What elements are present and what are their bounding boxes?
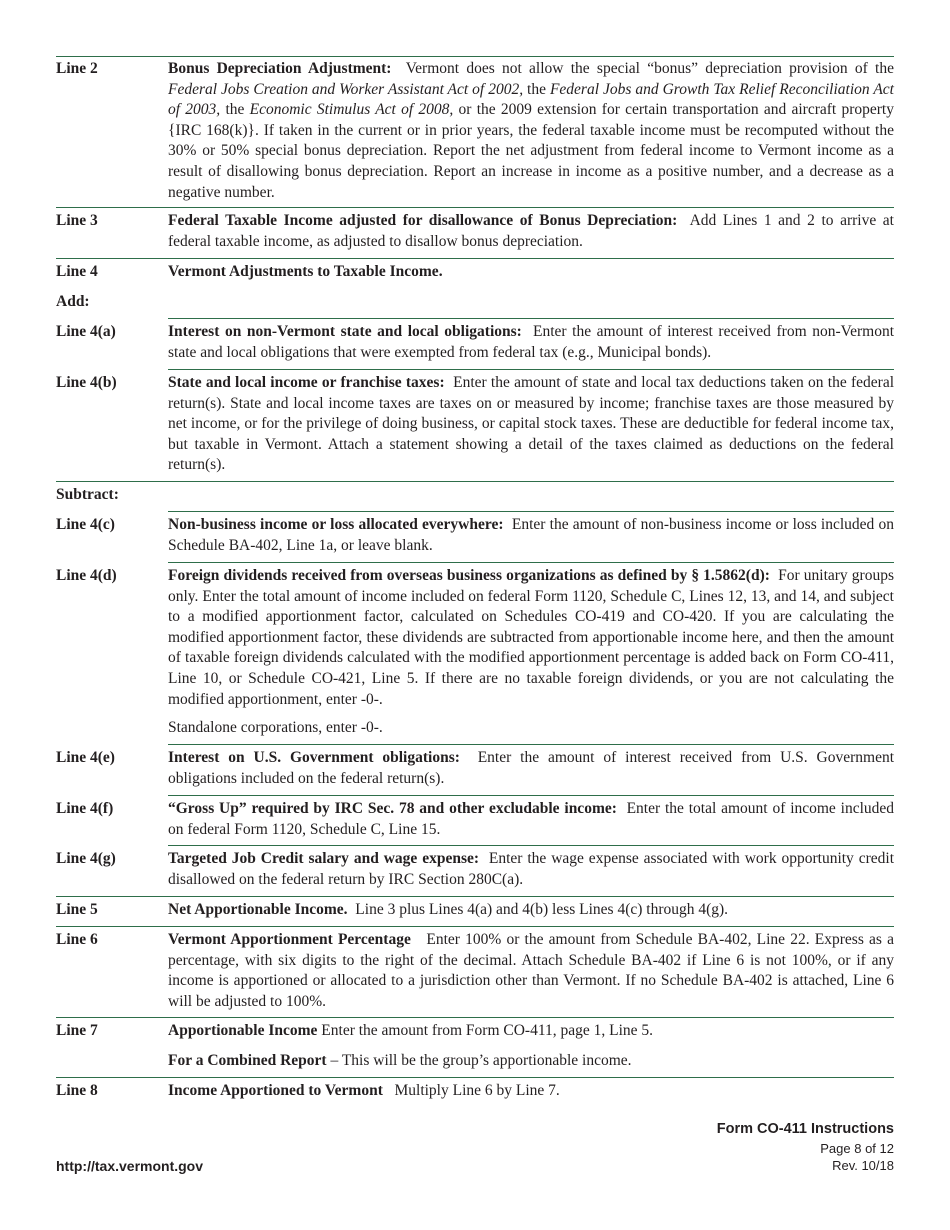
line-label: Line 6: [56, 931, 98, 948]
group-label: Subtract:: [56, 486, 119, 503]
line-title: Income Apportioned to Vermont: [168, 1082, 383, 1099]
text: – This will be the group’s apportionable income.: [330, 1052, 632, 1069]
line-label: Line 4(c): [56, 516, 115, 533]
line-title: “Gross Up” required by IRC Sec. 78 and other excludable income:: [168, 800, 617, 817]
text: Vermont does not allow the special “bonus” depreciation provision of the: [405, 60, 894, 77]
text: Enter the amount of state and local tax deductions taken on the federal return(s). State and local income taxes are taxes on or measured by income; franchise taxes are those measured by net income, or for the privilege of doing business, or capital stock taxes. These are deductible for federal income tax, but taxable in Vermont. Attach a statement showing a detail of the taxes claimed as deductions on the federal return(s).: [168, 374, 895, 474]
text: For unitary groups only. Enter the total amount of income included on federal Form 1120, Schedule C, Lines 12, 13, and 14, and subject to a modified apportionment factor, calculated on Schedules CO-419 and CO-420. If you are calculating the modified apportionment factor, these dividends are subtracted from apportionable income here, and then the amount of taxable foreign dividends calculated with the modified apportionment percentage is added back on Form CO-411, Line 10, or Schedule CO-421, Line 5. If there are no taxable foreign dividends, or you are not calculating the modified apportionment, enter -0-.: [168, 567, 894, 708]
section-divider: [168, 318, 894, 319]
line-label: Line 4(a): [56, 323, 116, 340]
line-4b-description: [168, 373, 894, 476]
line-title: Vermont Apportionment Percentage: [168, 931, 411, 948]
text: the: [527, 80, 546, 98]
line-4e-description: [168, 748, 894, 789]
text: or the 2009 extension for certain transportation and aircraft property {IRC 168(k)}. If taken in the current or in prior years, the federal taxable income must be recomputed without the 30% or 50% special bonus depreciation. Report the net adjustment from federal income to Vermont income as a result of disallowing bonus depreciation. Report an increase in income as a positive number, and a decrease as a negative number.: [168, 101, 894, 201]
line-label: Line 4(g): [56, 850, 116, 867]
text: Enter the amount of non-business income or loss included on Schedule BA-402, Line 1a, or leave blank.: [168, 516, 894, 554]
text: Enter the amount of interest received from U.S. Government obligations included on the federal return(s).: [168, 749, 895, 787]
section-divider: [168, 369, 894, 370]
section-divider: [56, 896, 894, 897]
line-label: Line 5: [56, 901, 98, 918]
line-7-note: [168, 1051, 894, 1072]
section-divider: [56, 1017, 894, 1018]
act-name: Federal Jobs and Growth Tax Relief Reconciliation Act of 2003,: [168, 80, 894, 119]
line-8-description: [168, 1081, 894, 1102]
line-title: Net Apportionable Income.: [168, 901, 348, 918]
revision-date: Rev. 10/18: [832, 1158, 894, 1173]
text: Enter 100% or the amount from Schedule BA-402, Line 22. Express as a percentage, with six digits to the right of the decimal. Attach Schedule BA-402 if Line 6 is not 100%, or if any income is apportioned or allocated to a jurisdiction other than Vermont. If no Schedule BA-402 is attached, Line 6 will be adjusted to 100%.: [168, 931, 895, 1010]
line-title: Bonus Depreciation Adjustment:: [168, 60, 392, 77]
text: Enter the total amount of income included on federal Form 1120, Schedule C, Line 15.: [168, 800, 895, 838]
text: Line 3 plus Lines 4(a) and 4(b) less Lines 4(c) through 4(g).: [355, 901, 729, 918]
note-title: For a Combined Report: [168, 1052, 327, 1069]
line-label: Line 4(b): [56, 374, 117, 391]
act-name: Economic Stimulus Act of 2008,: [249, 101, 454, 119]
page-number: Page 8 of 12: [820, 1141, 894, 1156]
line-4-description: [168, 262, 894, 283]
line-label: Line 8: [56, 1082, 98, 1099]
line-2-description: [168, 59, 894, 203]
line-title: Foreign dividends received from overseas business organizations as defined by § 1.5862(d):: [168, 567, 770, 584]
line-4c-description: [168, 515, 894, 556]
line-7-description: [168, 1021, 894, 1042]
line-4g-description: [168, 849, 894, 890]
line-6-description: [168, 930, 894, 1012]
text: Enter the amount of interest received from non-Vermont state and local obligations that were exempted from federal tax (e.g., Municipal bonds).: [168, 323, 894, 361]
line-title: State and local income or franchise taxes:: [168, 374, 445, 391]
section-divider: [168, 845, 894, 846]
text: the: [225, 101, 245, 119]
line-4a-description: [168, 322, 894, 363]
line-5-description: [168, 900, 894, 921]
section-divider: [56, 207, 894, 208]
line-label: Line 4(d): [56, 567, 117, 584]
line-label: Line 4(e): [56, 749, 115, 766]
line-title: Interest on U.S. Government obligations:: [168, 749, 460, 766]
section-divider: [168, 795, 894, 796]
line-label: Line 7: [56, 1022, 98, 1039]
line-title: Interest on non-Vermont state and local obligations:: [168, 323, 522, 340]
form-title: Form CO-411 Instructions: [716, 1121, 894, 1137]
line-4d-note: Standalone corporations, enter -0-.: [168, 719, 383, 736]
section-divider: [56, 56, 894, 57]
section-divider: [56, 926, 894, 927]
line-label: Line 4(f): [56, 800, 114, 817]
section-divider: [168, 562, 894, 563]
line-label: Line 4: [56, 263, 98, 280]
line-title: Vermont Adjustments to Taxable Income.: [168, 263, 443, 280]
section-divider: [56, 481, 894, 482]
section-divider: [56, 1077, 894, 1078]
text: Enter the wage expense associated with work opportunity credit disallowed on the federal return by IRC Section 280C(a).: [168, 850, 895, 888]
line-3-description: [168, 211, 894, 252]
line-title: Targeted Job Credit salary and wage expense:: [168, 850, 480, 867]
line-title: Non-business income or loss allocated everywhere:: [168, 516, 504, 533]
section-divider: [168, 511, 894, 512]
text: Multiply Line 6 by Line 7.: [394, 1082, 560, 1099]
section-divider: [56, 258, 894, 259]
act-name: Federal Jobs Creation and Worker Assistant Act of 2002,: [168, 80, 524, 98]
group-label: Add:: [56, 293, 90, 310]
website-link[interactable]: http://tax.vermont.gov: [56, 1158, 204, 1174]
text: Enter the amount from Form CO-411, page 1, Line 5.: [321, 1022, 654, 1039]
line-label: Line 3: [56, 212, 98, 229]
line-title: Apportionable Income: [168, 1022, 318, 1039]
line-4d-description: [168, 566, 894, 710]
text: Add Lines 1 and 2 to arrive at federal taxable income, as adjusted to disallow bonus depreciation.: [168, 212, 894, 250]
line-4f-description: [168, 799, 894, 840]
line-title: Federal Taxable Income adjusted for disallowance of Bonus Depreciation:: [168, 212, 678, 229]
section-divider: [168, 744, 894, 745]
line-label: Line 2: [56, 60, 98, 77]
